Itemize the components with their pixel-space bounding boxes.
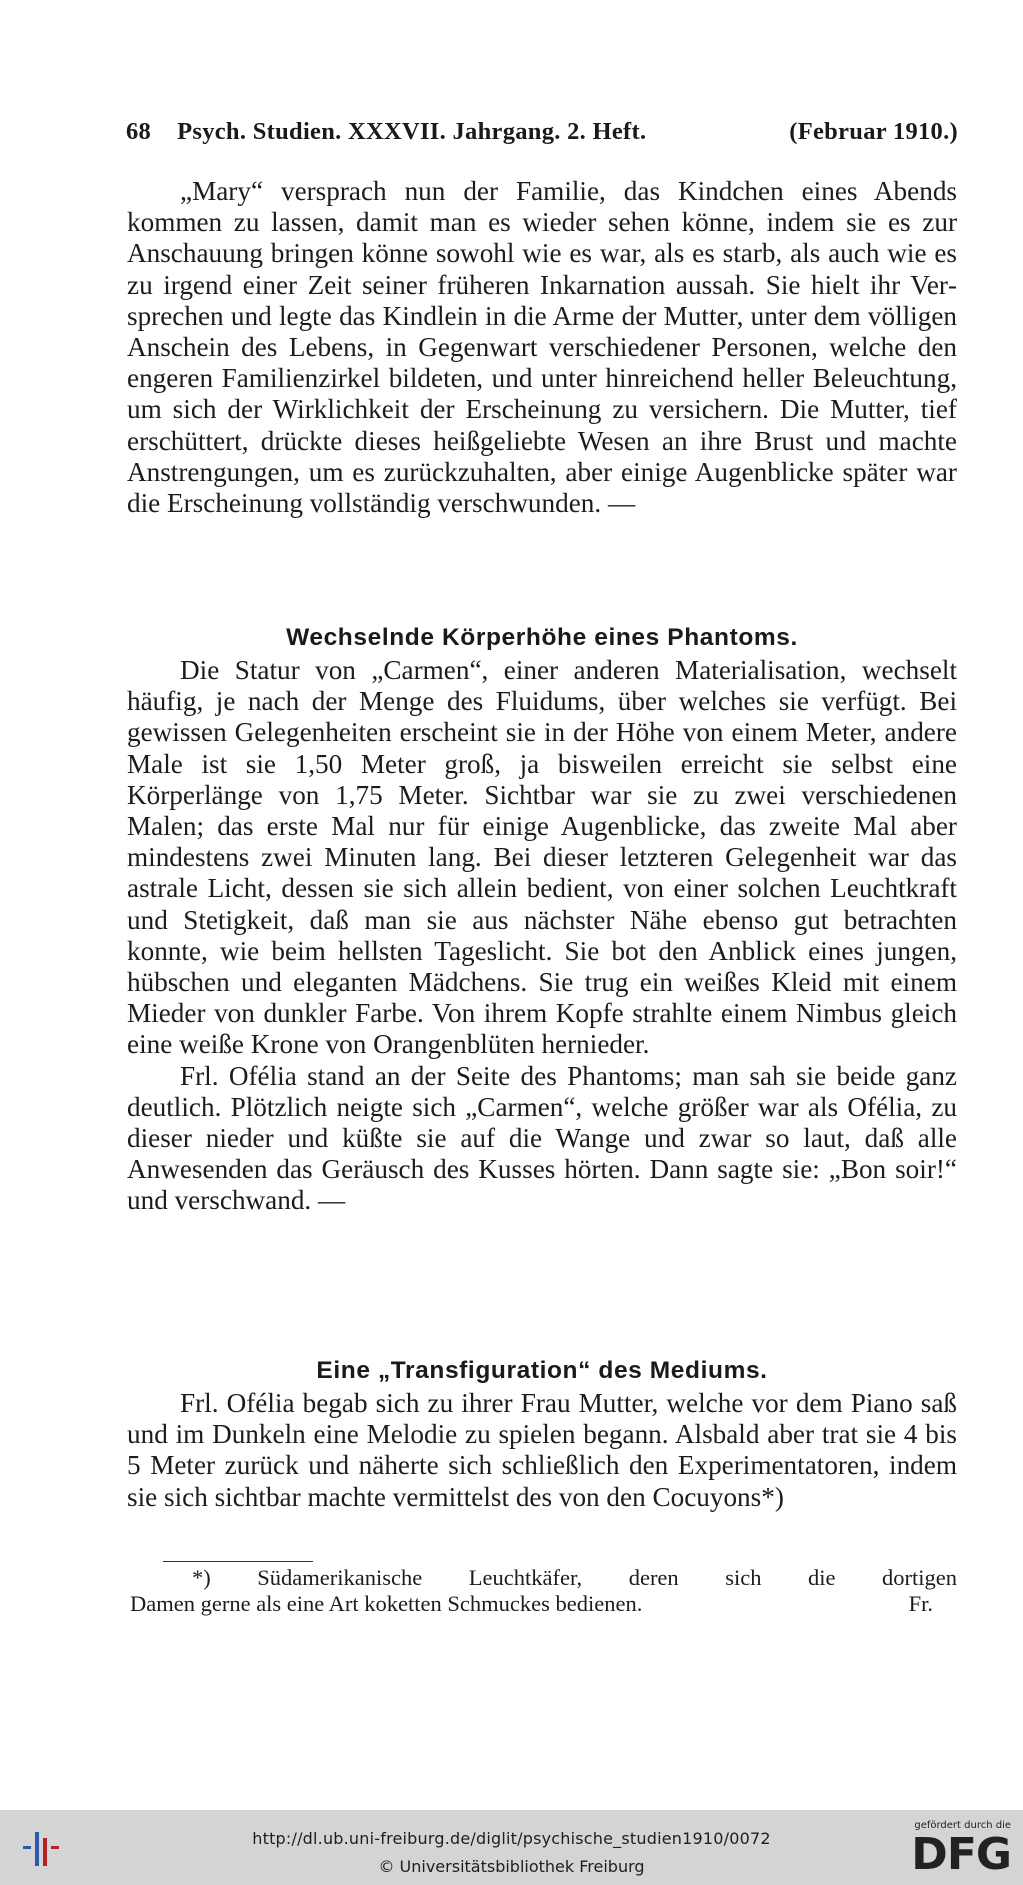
footnote-rule: [163, 1561, 313, 1562]
source-url-link[interactable]: http://dl.ub.uni-freiburg.de/diglit/psychische_studien1910/0072: [252, 1829, 771, 1848]
body-section-3: [127, 1388, 957, 1513]
paragraph: Frl. Ofélia stand an der Seite des Phantoms; man sah sie beide ganz deutlich. Plötzlich neigte sich „Carmen“, welche größer war als Ofélia, zu dieser nieder und küßte sie auf die Wange und zwar so laut, daß alle Anwesenden das Geräusch des Kusses hörten. Dann sagte sie: „Bon soir!“ und verschwand. —: [127, 1060, 957, 1216]
dfg-logo-mark: DFG: [911, 1829, 1011, 1880]
footnote-line: [130, 1591, 957, 1617]
section-heading: Wechselnde Körperhöhe eines Phantoms.: [286, 624, 798, 651]
footnote: [130, 1565, 957, 1617]
running-title: Psych. Studien. XXXVII. Jahrgang. 2. Heft.: [177, 118, 647, 145]
dfg-logo[interactable]: [903, 1820, 1011, 1880]
copyright-notice: © Universitätsbibliothek Freiburg: [378, 1857, 645, 1876]
body-section-2: [127, 655, 957, 1217]
footnote-line: *) Südamerikanische Leuchtkäfer, deren sich die dortigen: [192, 1565, 957, 1590]
paragraph: „Mary“ versprach nun der Familie, das Kindchen eines Abends kommen zu lassen, damit man es wieder sehen könne, indem sie es zur Anschauung bringen könne sowohl wie es war, als es starb, als auch wie es zu irgend einer Zeit seiner früheren Inkarnation aussah. Sie hielt ihr Versprechen und legte das Kindlein in die Arme der Mutter, unter dem völligen Anschein des Lebens, in Gegenwart verschiedener Personen, welche den engeren Familienzirkel bildeten, und unter hinreichend heller Beleuchtung, um sich der Wirklichkeit der Erscheinung zu versichern. Die Mutter, tief erschüttert, drückte dieses heißgeliebte Wesen an ihre Brust und machte Anstrengungen, um es zurückzuhalten, aber einige Augenblicke später war die Erscheinung vollständig verschwunden. —: [127, 176, 957, 519]
footnote-signature: Fr.: [908, 1591, 933, 1616]
running-header: [126, 118, 958, 146]
body-section-1: [127, 176, 957, 519]
sponsor-text: gefördert durch die: [914, 1820, 1011, 1831]
issue-date: (Februar 1910.): [789, 118, 958, 145]
paragraph: Frl. Ofélia begab sich zu ihrer Frau Mutter, welche vor dem Piano saß und im Dunkeln eine Melodie zu spielen begann. Alsbald aber trat sie 4 bis 5 Meter zurück und näherte sich schließlich den Experimentatoren, indem sie sich sichtbar machte vermittelst des von den Cocuyons*): [127, 1388, 957, 1512]
footnote-text: Damen gerne als eine Art koketten Schmuckes bedienen.: [130, 1591, 643, 1616]
paragraph: Die Statur von „Carmen“, einer anderen Materialisation, wechselt häufig, je nach der Menge des Fluidums, über welches sie verfügt. Bei gewissen Gelegenheiten erscheint sie in der Höhe von einem Meter, andere Male ist sie 1,50 Meter groß, ja bisweilen erreicht sie selbst eine Körperlänge von 1,75 Meter. Sichtbar war sie zu zwei verschiedenen Malen; das erste Mal nur für einige Augenblicke, das zweite Mal aber mindestens zwei Minuten lang. Bei dieser letzteren Gelegenheit war das astrale Licht, dessen sie sich allein bedient, von einer solchen Leuchtkraft und Stetigkeit, daß man sie aus nächster Nähe ebenso gut betrachten konnte, wie beim hellsten Tageslicht. Sie bot den Anblick eines jungen, hübschen und eleganten Mädchens. Sie trug ein weißes Kleid mit einem Mieder von dunkler Farbe. Von ihrem Kopfe strahlte einem Nimbus gleich eine weiße Krone von Orangenblüten hernieder.: [127, 655, 957, 1060]
library-footer-bar: [0, 1810, 1023, 1885]
page-number: 68: [126, 118, 152, 145]
section-heading: Eine „Transfiguration“ des Mediums.: [316, 1357, 768, 1384]
